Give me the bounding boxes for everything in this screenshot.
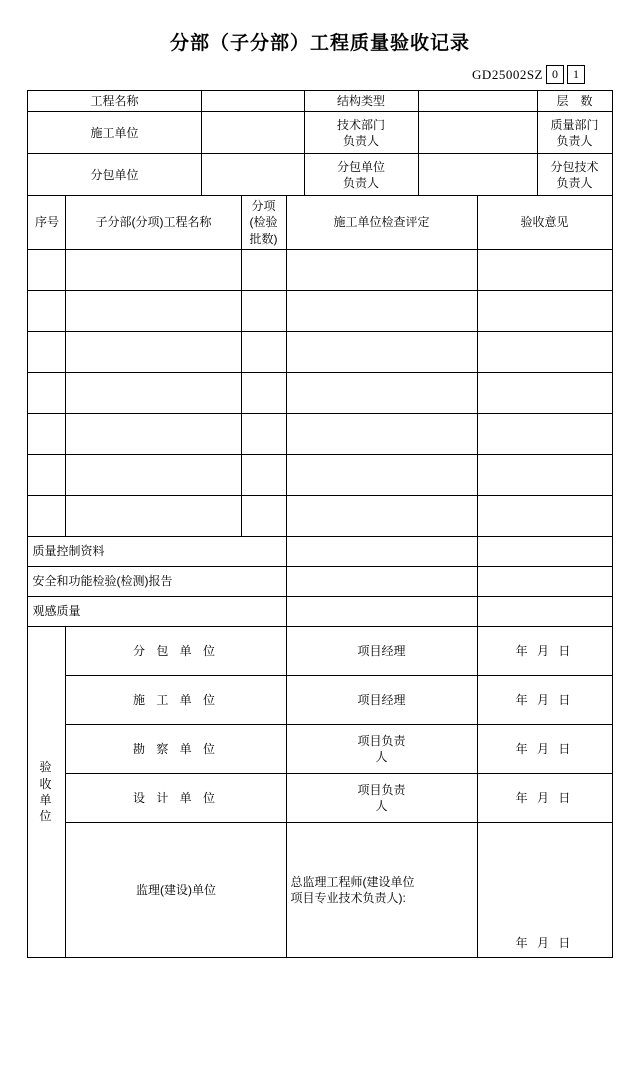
- field-quality-control-data-opinion[interactable]: [477, 536, 612, 566]
- field-safety-function-report-opinion[interactable]: [477, 566, 612, 596]
- cell-opinion[interactable]: [477, 413, 612, 454]
- field-construction-unit[interactable]: [201, 112, 304, 154]
- table-row: [28, 495, 612, 536]
- header-no: 序号: [28, 196, 66, 250]
- summary-row-quality-data: [28, 536, 612, 566]
- cell-check[interactable]: [286, 290, 477, 331]
- summary-row-appearance: [28, 596, 612, 626]
- label-acceptance-survey-unit: 勘 察 单 位: [66, 724, 286, 773]
- form-code: GD25002SZ: [472, 66, 543, 82]
- cell-check[interactable]: [286, 413, 477, 454]
- label-construction-project-manager: 项目经理: [286, 675, 477, 724]
- cell-no[interactable]: [28, 249, 66, 290]
- cell-batch[interactable]: [241, 249, 286, 290]
- label-acceptance-unit-group: 验 收 单 位: [28, 626, 66, 957]
- cell-batch[interactable]: [241, 495, 286, 536]
- label-subcontract-tech-head: 分包技术 负责人: [537, 154, 612, 196]
- cell-opinion[interactable]: [477, 454, 612, 495]
- field-project-name[interactable]: [201, 91, 304, 112]
- acceptance-row-survey: [28, 724, 612, 773]
- table-row: [28, 372, 612, 413]
- acceptance-row-construction: [28, 675, 612, 724]
- field-subcontract-unit[interactable]: [201, 154, 304, 196]
- table-row: [28, 331, 612, 372]
- label-structure-type: 结构类型: [304, 91, 418, 112]
- info-row-1: [28, 91, 612, 112]
- label-subcontract-project-manager: 项目经理: [286, 626, 477, 675]
- cell-name[interactable]: [66, 331, 241, 372]
- label-tech-dept-head: 技术部门 负责人: [304, 112, 418, 154]
- form-code-box-2: 1: [567, 65, 585, 84]
- cell-check[interactable]: [286, 495, 477, 536]
- cell-check[interactable]: [286, 331, 477, 372]
- cell-check[interactable]: [286, 454, 477, 495]
- cell-opinion[interactable]: [477, 372, 612, 413]
- cell-batch[interactable]: [241, 372, 286, 413]
- cell-name[interactable]: [66, 454, 241, 495]
- cell-name[interactable]: [66, 249, 241, 290]
- field-appearance-quality-opinion[interactable]: [477, 596, 612, 626]
- cell-check[interactable]: [286, 372, 477, 413]
- cell-batch[interactable]: [241, 413, 286, 454]
- cell-no[interactable]: [28, 290, 66, 331]
- cell-opinion[interactable]: [477, 290, 612, 331]
- date-subcontract[interactable]: 年 月 日: [477, 626, 612, 675]
- label-design-project-head: 项目负责 人: [286, 773, 477, 822]
- info-row-2: [28, 112, 612, 154]
- cell-name[interactable]: [66, 290, 241, 331]
- field-structure-type[interactable]: [418, 91, 537, 112]
- cell-no[interactable]: [28, 413, 66, 454]
- label-acceptance-subcontract-unit: 分 包 单 位: [66, 626, 286, 675]
- cell-batch[interactable]: [241, 331, 286, 372]
- field-tech-dept-head[interactable]: [418, 112, 537, 154]
- document-page: [0, 28, 640, 1071]
- date-construction[interactable]: 年 月 日: [477, 675, 612, 724]
- field-quality-control-data-check[interactable]: [286, 536, 477, 566]
- field-appearance-quality-check[interactable]: [286, 596, 477, 626]
- cell-opinion[interactable]: [477, 495, 612, 536]
- label-subcontract-head: 分包单位 负责人: [304, 154, 418, 196]
- field-safety-function-report-check[interactable]: [286, 566, 477, 596]
- acceptance-row-subcontract: [28, 626, 612, 675]
- cell-no[interactable]: [28, 372, 66, 413]
- label-safety-function-report: 安全和功能检验(检测)报告: [28, 566, 286, 596]
- label-subcontract-unit: 分包单位: [28, 154, 201, 196]
- label-quality-control-data: 质量控制资料: [28, 536, 286, 566]
- table-row: [28, 290, 612, 331]
- date-design[interactable]: 年 月 日: [477, 773, 612, 822]
- main-table-header: [28, 196, 612, 250]
- cell-no[interactable]: [28, 495, 66, 536]
- cell-opinion[interactable]: [477, 331, 612, 372]
- label-floors: 层 数: [537, 91, 612, 112]
- date-survey[interactable]: 年 月 日: [477, 724, 612, 773]
- label-acceptance-construction-unit: 施 工 单 位: [66, 675, 286, 724]
- label-survey-project-head: 项目负责 人: [286, 724, 477, 773]
- header-acceptance-opinion: 验收意见: [477, 196, 612, 250]
- acceptance-row-design: [28, 773, 612, 822]
- label-construction-unit: 施工单位: [28, 112, 201, 154]
- header-batch-count: 分项 (检验 批数): [241, 196, 286, 250]
- table-row: [28, 454, 612, 495]
- field-subcontract-head[interactable]: [418, 154, 537, 196]
- label-project-name: 工程名称: [28, 91, 201, 112]
- page-title: 分部（子分部）工程质量验收记录: [169, 33, 470, 54]
- cell-opinion[interactable]: [477, 249, 612, 290]
- cell-batch[interactable]: [241, 454, 286, 495]
- summary-row-safety-report: [28, 566, 612, 596]
- form-code-box-1: 0: [546, 65, 564, 84]
- cell-name[interactable]: [66, 372, 241, 413]
- cell-name[interactable]: [66, 413, 241, 454]
- date-supervisor[interactable]: 年 月 日: [477, 822, 612, 957]
- cell-no[interactable]: [28, 331, 66, 372]
- table-row: [28, 249, 612, 290]
- cell-name[interactable]: [66, 495, 241, 536]
- cell-batch[interactable]: [241, 290, 286, 331]
- label-chief-supervisor-engineer: 总监理工程师(建设单位 项目专业技术负责人):: [286, 822, 477, 957]
- info-row-3: [28, 154, 612, 196]
- acceptance-row-supervisor: [28, 822, 612, 957]
- label-quality-dept-head: 质量部门 负责人: [537, 112, 612, 154]
- label-acceptance-supervisor-unit: 监理(建设)单位: [66, 822, 286, 957]
- main-form-table: [27, 90, 612, 958]
- label-appearance-quality: 观感质量: [28, 596, 286, 626]
- header-sub-item-name: 子分部(分项)工程名称: [66, 196, 241, 250]
- form-code-row: [0, 65, 640, 84]
- cell-check[interactable]: [286, 249, 477, 290]
- cell-no[interactable]: [28, 454, 66, 495]
- label-acceptance-design-unit: 设 计 单 位: [66, 773, 286, 822]
- table-row: [28, 413, 612, 454]
- header-construction-check: 施工单位检查评定: [286, 196, 477, 250]
